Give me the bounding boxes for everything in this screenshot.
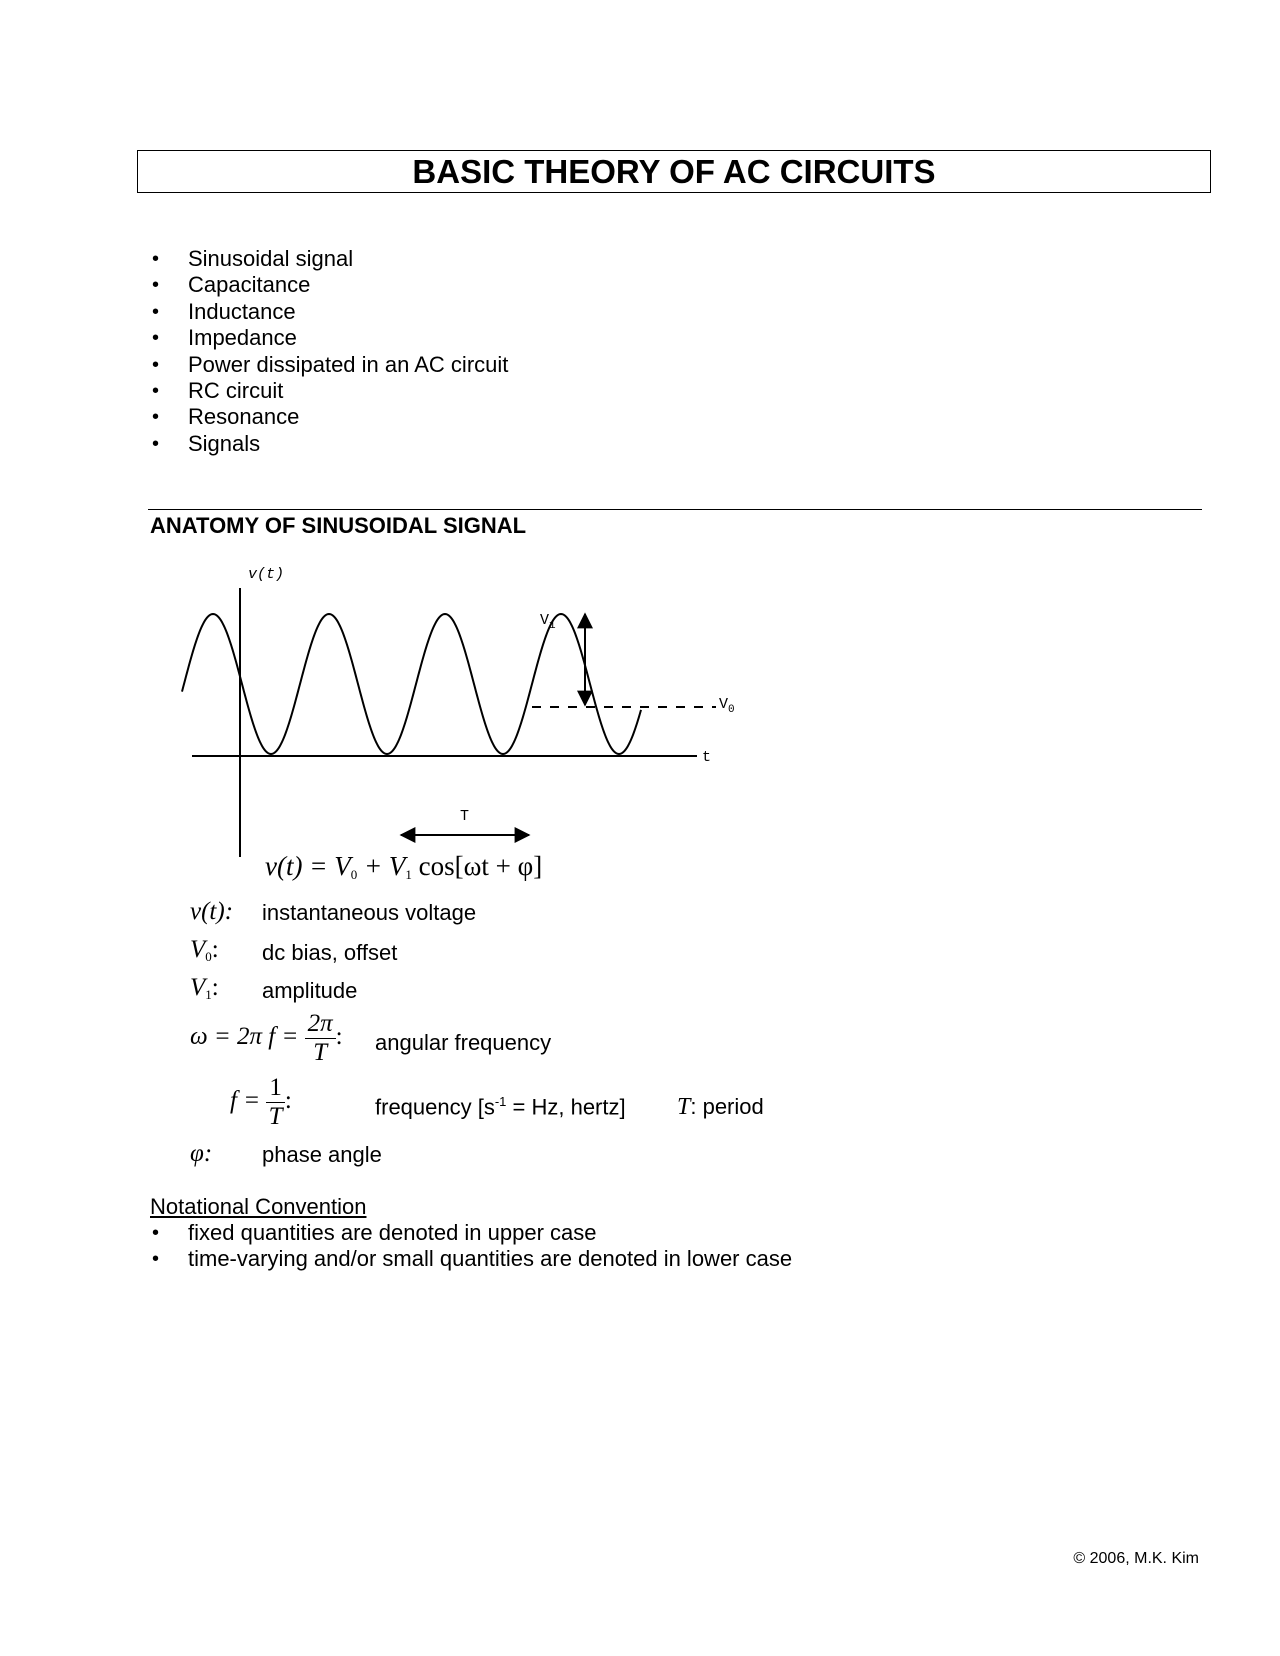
v1-definition: amplitude (262, 978, 358, 1003)
v0-definition: dc bias, offset (262, 940, 398, 965)
omega-formula: ω = 2π f = $\frac{2\pi}{T}$ : (190, 1010, 343, 1066)
sine-wave (182, 614, 641, 754)
v1-symbol: $V_1$: (190, 974, 219, 1002)
sinusoid-equation: $v(t) = V_0 + V_1$ cos[ωt + φ] (265, 851, 543, 882)
section-heading: ANATOMY OF SINUSOIDAL SIGNAL (150, 513, 527, 538)
phi-definition: phase angle (262, 1142, 382, 1167)
list-item: • Impedance (152, 325, 508, 351)
y-axis-label: v(t) (248, 566, 285, 583)
vt-definition: instantaneous voltage (262, 900, 477, 925)
v0-symbol: $V_0$: (190, 936, 219, 964)
vt-symbol: v(t): (190, 898, 234, 925)
list-item: • Capacitance (152, 272, 508, 298)
list-item: • Signals (152, 431, 508, 457)
notation-list (152, 1220, 792, 1273)
list-item: • Power dissipated in an AC circuit (152, 352, 508, 378)
period-label: T (460, 808, 470, 825)
topic-list (152, 246, 508, 457)
list-item: • time-varying and/or small quantities are denoted in lower case (152, 1246, 792, 1272)
offset-label: $V_0$ (719, 696, 735, 716)
copyright-footer: © 2006, M.K. Kim (1073, 1550, 1199, 1567)
amplitude-label: $V_1$ (540, 612, 556, 632)
period-definition: T: period (677, 1094, 764, 1120)
omega-definition: angular frequency (375, 1030, 552, 1055)
f-definition: frequency [$s^{-1} = Hz$, hertz] (375, 1094, 626, 1120)
list-item: • RC circuit (152, 378, 508, 404)
x-axis-label: t (702, 749, 712, 766)
list-item: • Sinusoidal signal (152, 246, 508, 272)
phi-symbol: φ: (190, 1140, 213, 1167)
page-title: BASIC THEORY OF AC CIRCUITS (137, 150, 1211, 193)
notation-heading: Notational Convention (150, 1194, 367, 1219)
sinusoid-figure (180, 560, 740, 860)
f-formula: f = $\frac{1}{T}$ : (230, 1074, 292, 1130)
section-divider (148, 509, 1202, 510)
list-item: • fixed quantities are denoted in upper case (152, 1220, 792, 1246)
list-item: • Inductance (152, 299, 508, 325)
list-item: • Resonance (152, 404, 508, 430)
